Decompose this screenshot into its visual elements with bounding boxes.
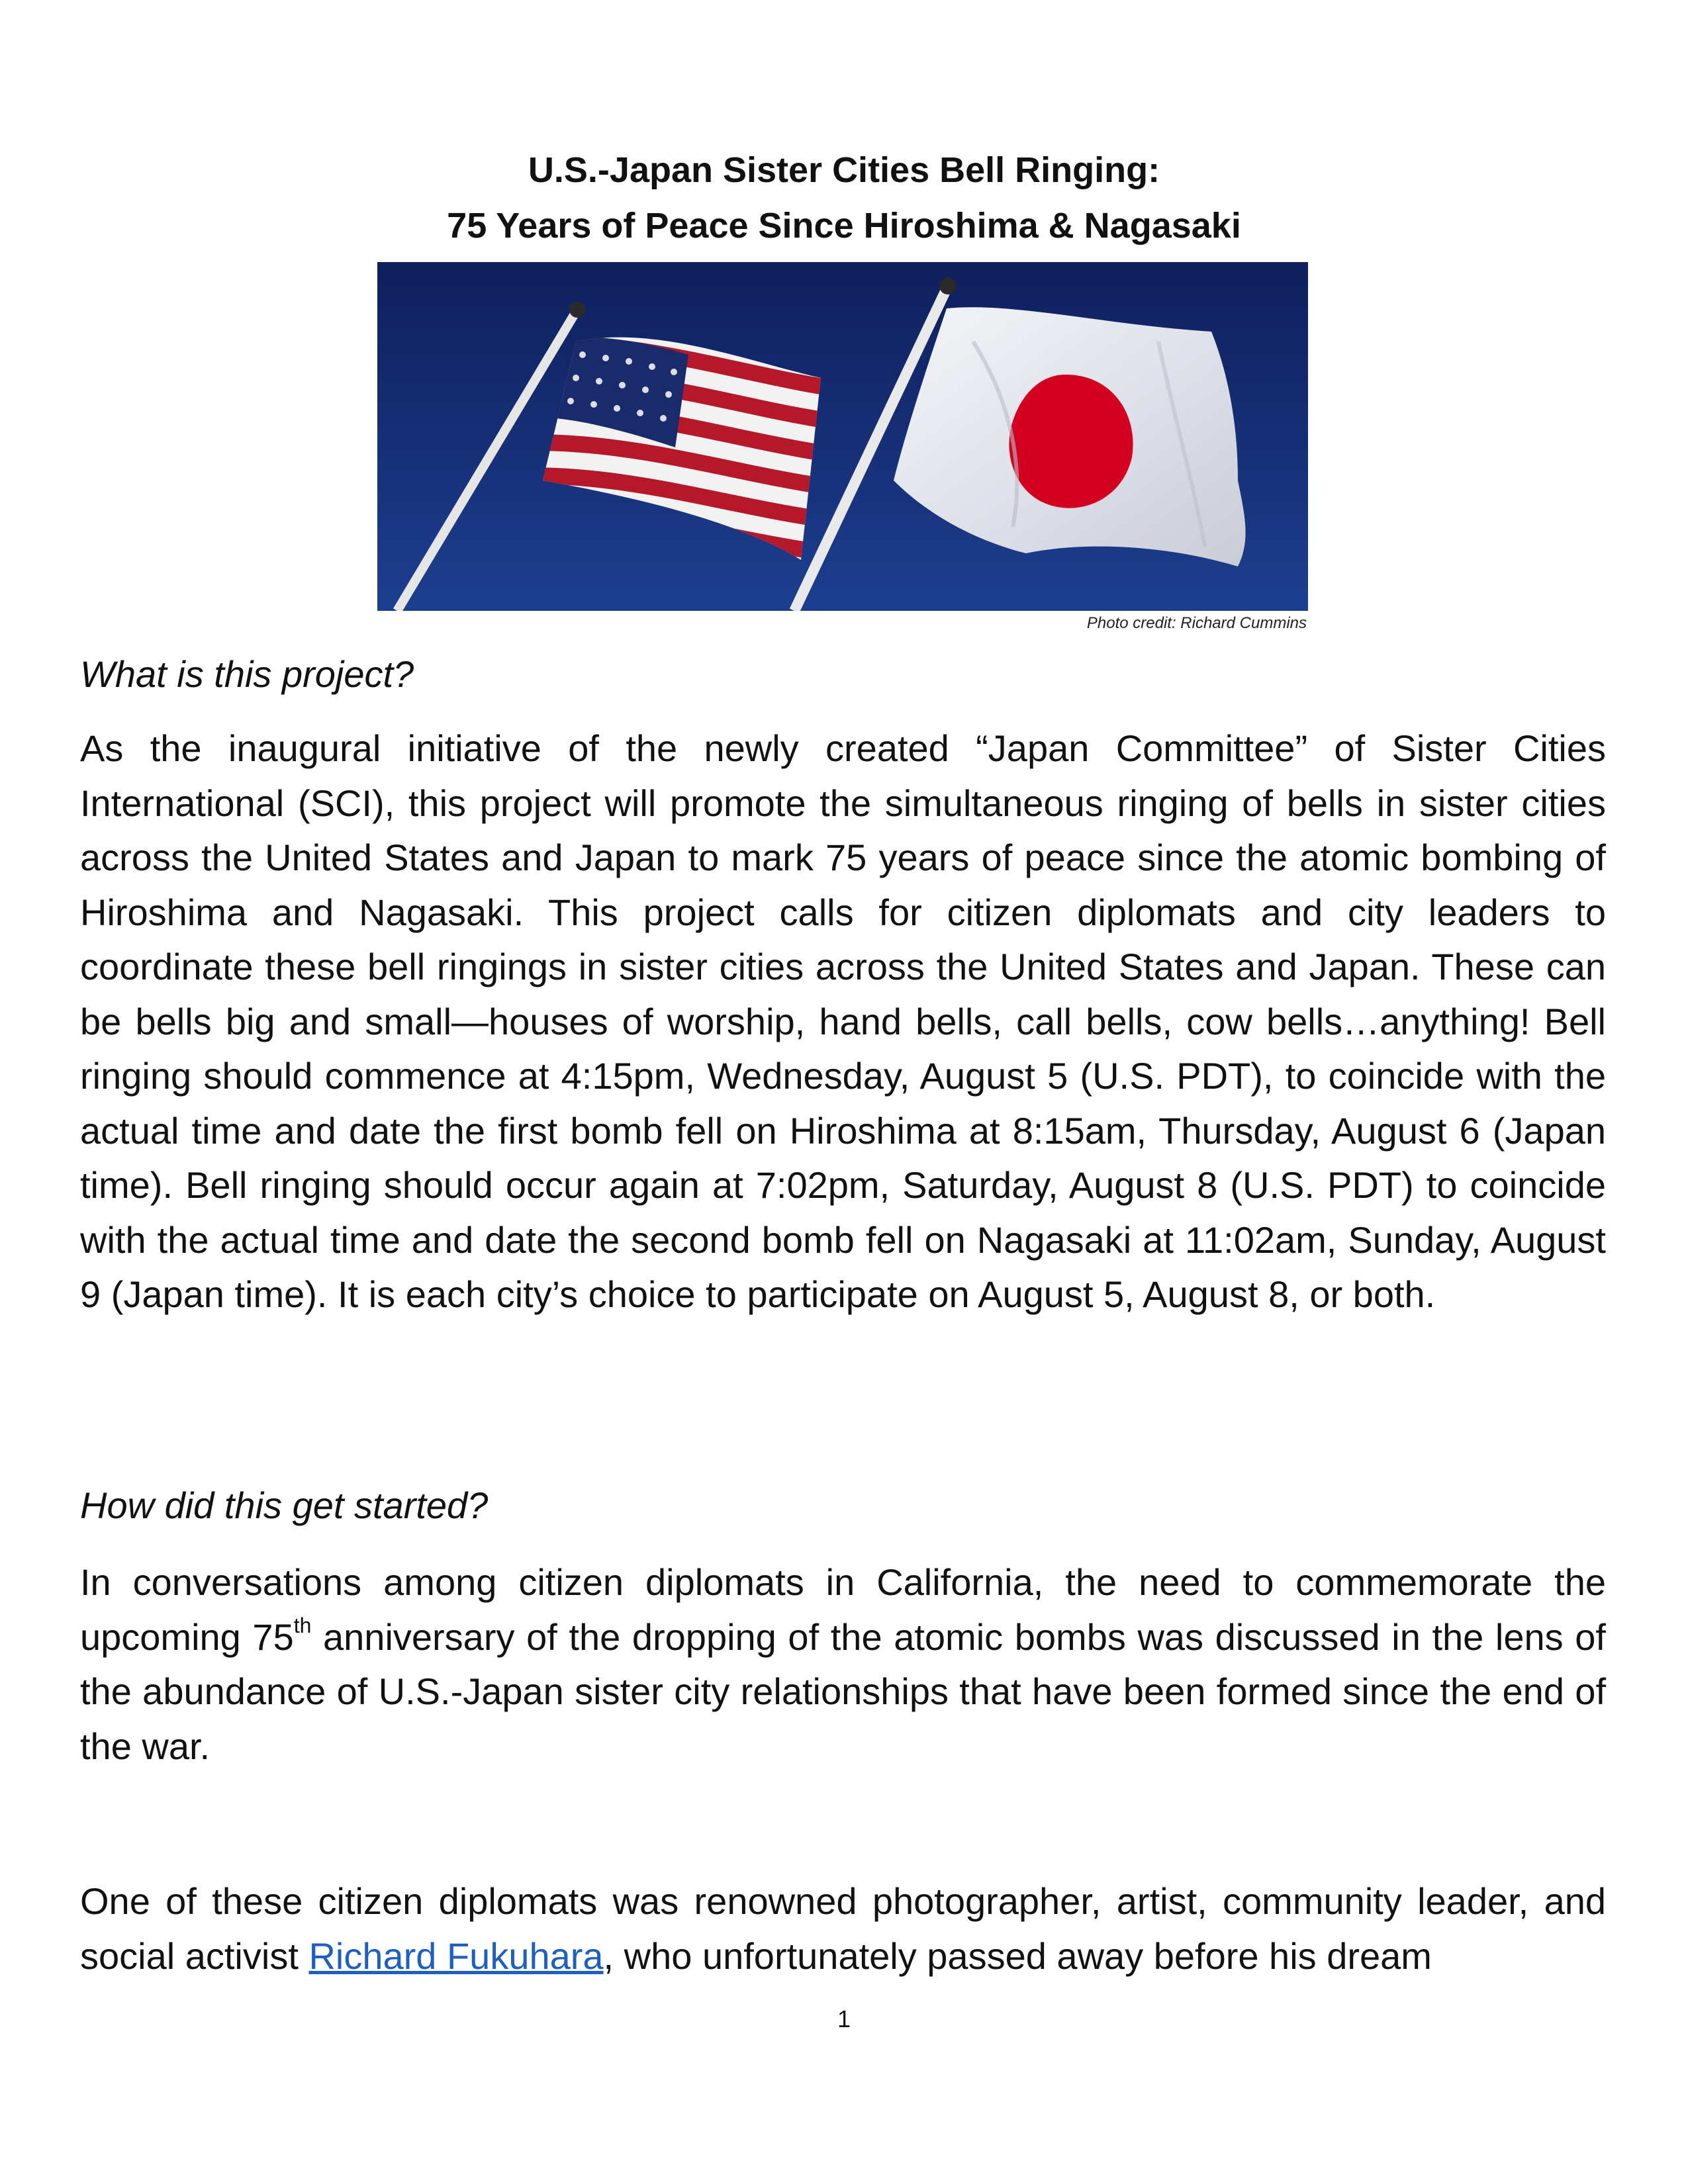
ordinal-suffix: th bbox=[293, 1613, 312, 1637]
paragraph-text-end: anniversary of the dropping of the atomic bombs was discussed in the lens of the abundance of U.S.-Japan sister city relationships that have been formed since the end of the war. bbox=[80, 1615, 1606, 1767]
us-japan-flags-image bbox=[377, 262, 1308, 611]
flags-photo bbox=[377, 262, 1308, 611]
title-line-2: 75 Years of Peace Since Hiroshima & Nagasaki bbox=[447, 206, 1241, 246]
section-paragraph-project: As the inaugural initiative of the newly created “Japan Committee” of Sister Cities International (SCI), this project will promote the simultaneous ringing of bells in sister cities across the United States and Japan to mark 75 years of peace since the atomic bombing of Hiroshima and Nagasaki. This project calls for citizen diplomats and city leaders to coordinate these bell ringings in sister cities across the United States and Japan. These can be bells big and small—houses of worship, hand bells, call bells, cow bells…anything! Bell ringing should commence at 4:15pm, Wednesday, August 5 (U.S. PDT), to coincide with the actual time and date the first bomb fell on Hiroshima at 8:15am, Thursday, August 6 (Japan time). Bell ringing should occur again at 7:02pm, Saturday, August 8 (U.S. PDT) to coincide with the actual time and date the second bomb fell on Nagasaki at 11:02am, Sunday, August 9 (Japan time). It is each city’s choice to participate on August 5, August 8, or both. bbox=[80, 727, 1606, 1315]
section-heading-project: What is this project? bbox=[80, 653, 414, 695]
closing-text-before-link: One of these citizen diplomats was renowned photographer, artist, community leader, and social activist bbox=[80, 1880, 1606, 1977]
paragraph-text-start: In conversations among citizen diplomats in California, the need to commemorate the upcoming 75 bbox=[80, 1561, 1606, 1658]
page-number: 1 bbox=[837, 2005, 851, 2032]
richard-fukuhara-link[interactable]: Richard Fukuhara bbox=[308, 1934, 604, 1977]
section-heading-started: How did this get started? bbox=[80, 1484, 489, 1526]
title-line-1: U.S.-Japan Sister Cities Bell Ringing: bbox=[528, 150, 1160, 190]
section-paragraph-started bbox=[80, 1555, 1606, 1774]
closing-paragraph bbox=[80, 1874, 1606, 1983]
closing-text-after-link: , who unfortunately passed away before his dream bbox=[603, 1934, 1432, 1977]
photo-credit: Photo credit: Richard Cummins bbox=[1086, 614, 1307, 632]
document-title bbox=[0, 142, 1688, 253]
